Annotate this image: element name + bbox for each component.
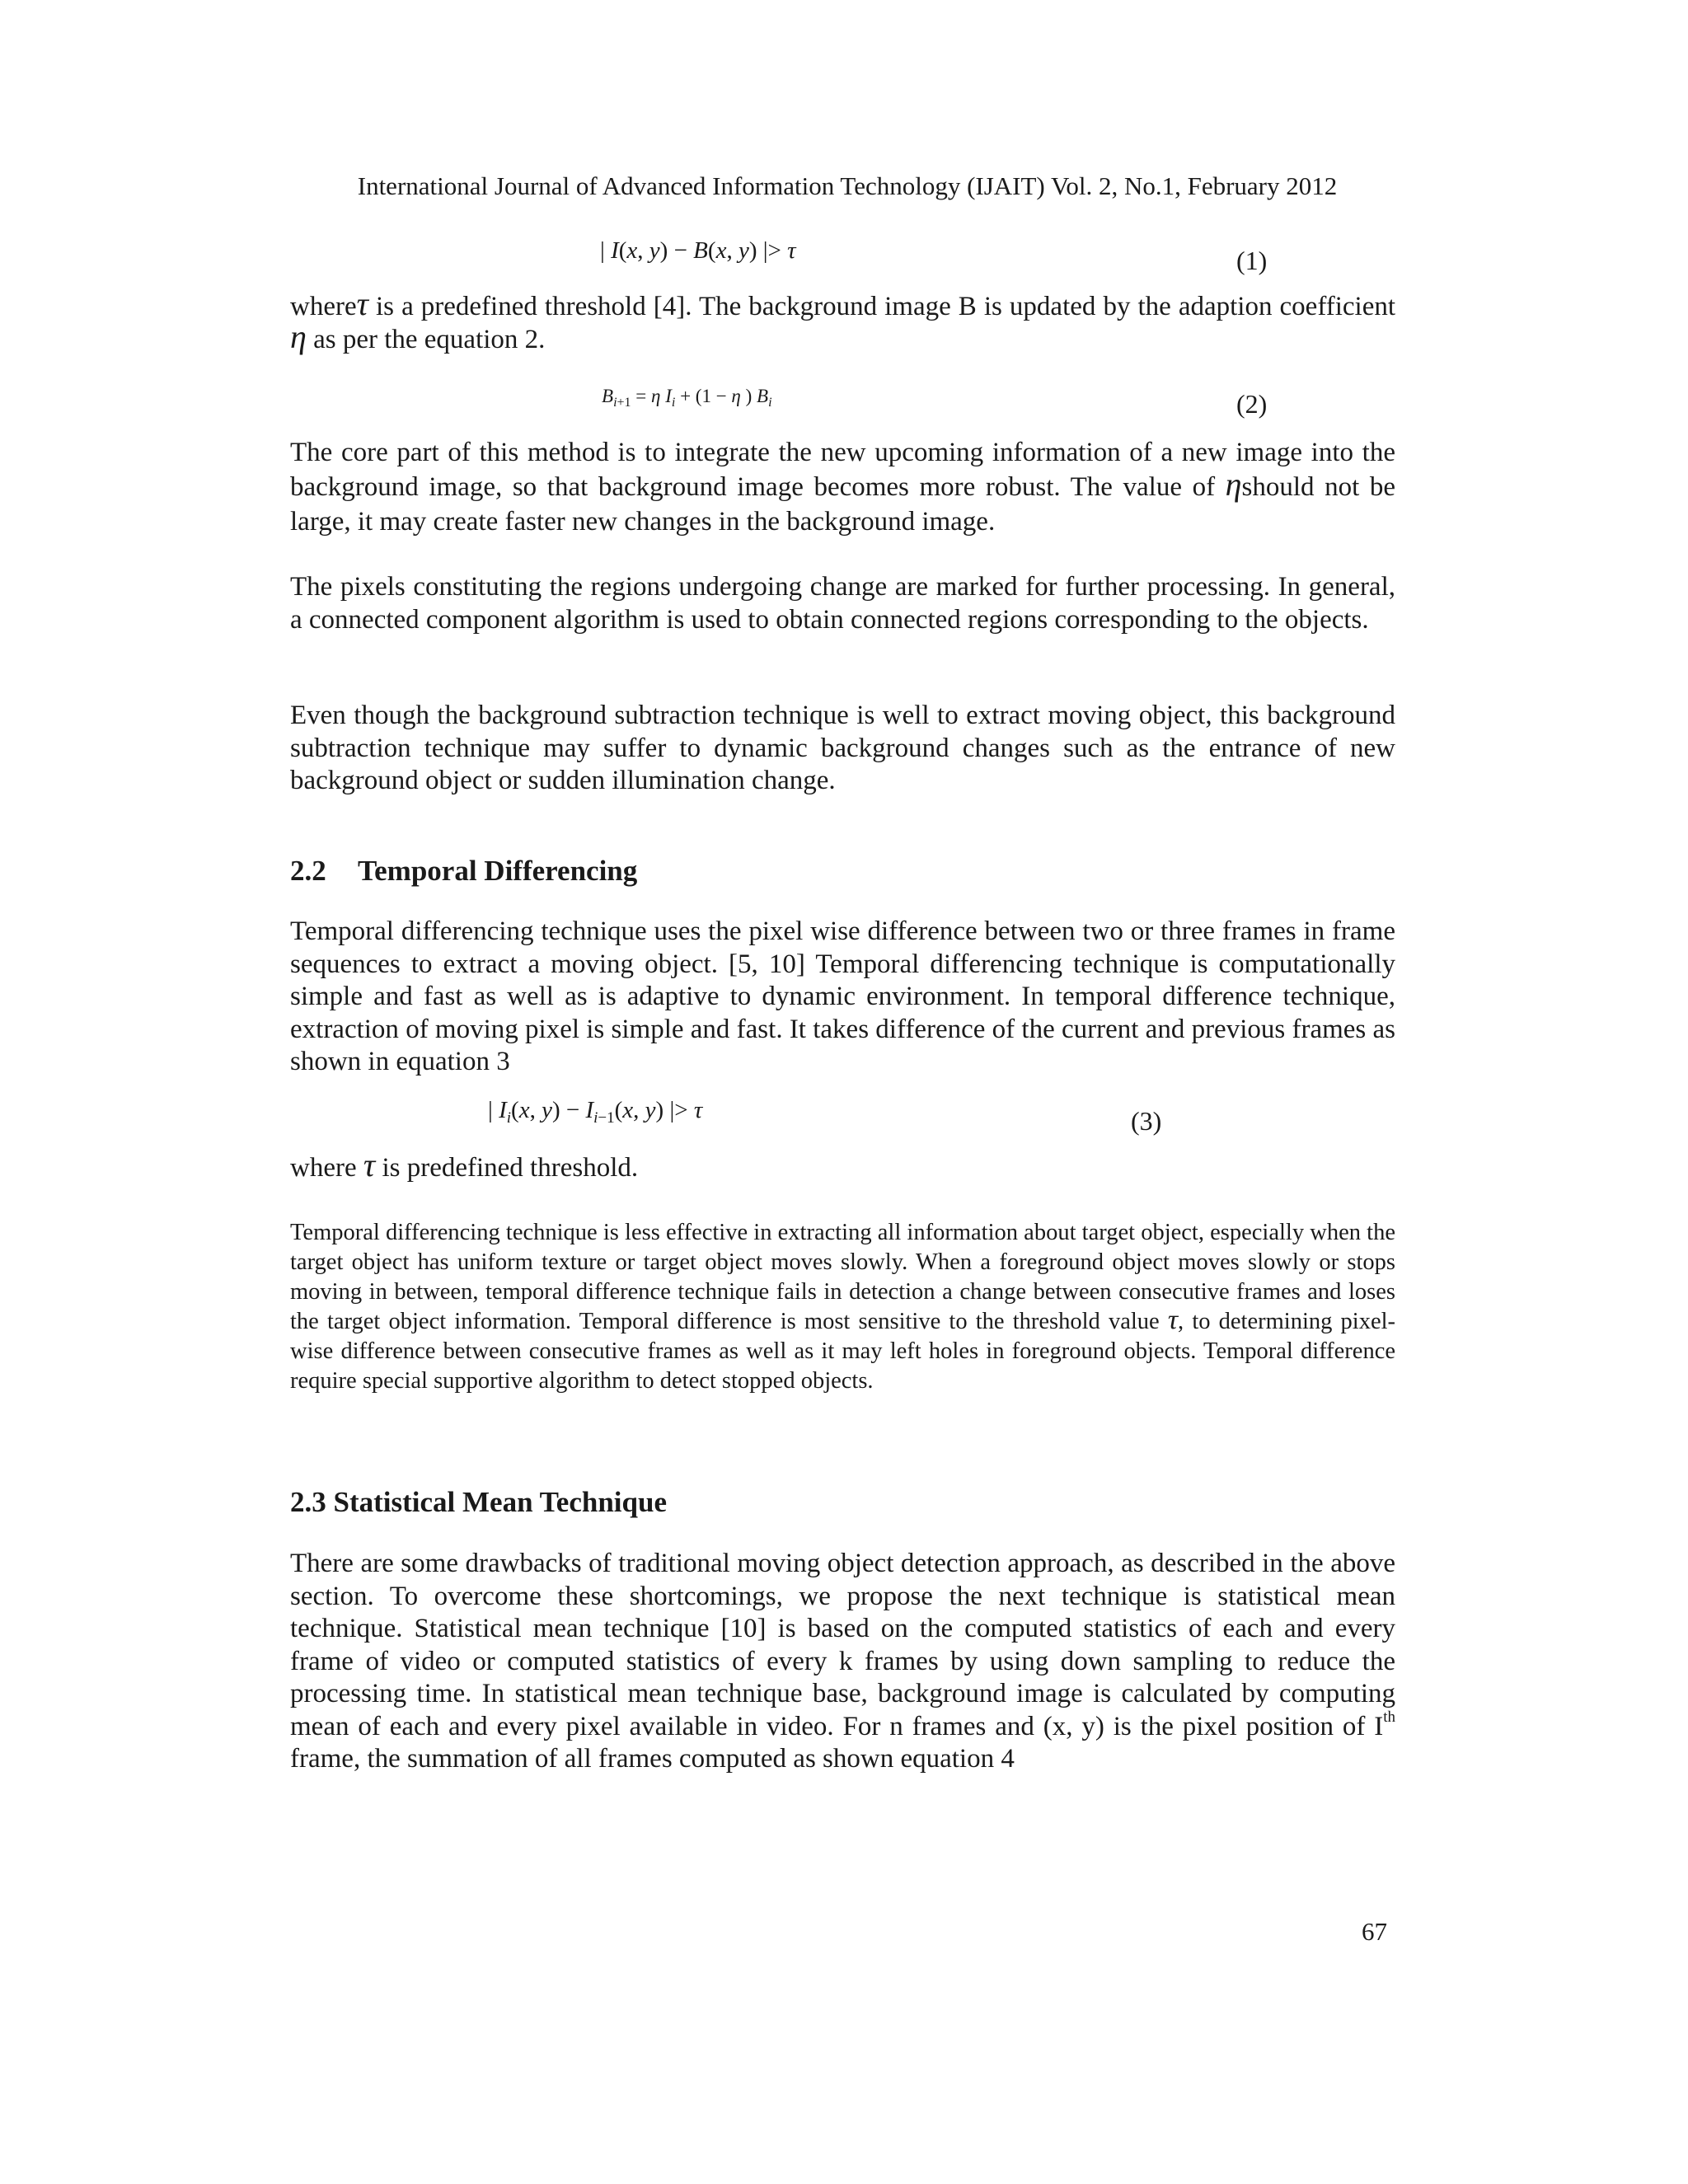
- equation-3: | $I_i(x$, $y) - I_{i-1}(x$, y) |> τ: [488, 1097, 703, 1127]
- paragraph-temporal-limitations: Temporal differencing technique is less effective in extracting all information about target object, especially when the target object has uniform texture or target object moves slowly. When a foreground object moves slowly or stops moving in between, temporal difference technique fails in detection a change between consecutive frames and loses the target object information. Temporal difference is most sensitive to the threshold value τ, to determining pixel-wise difference between consecutive frames as well as it may left holes in foreground objects. Temporal difference require special supportive algorithm to detect stopped objects.: [290, 1220, 1396, 1394]
- tau-symbol: τ: [356, 285, 368, 322]
- eta-symbol: η: [290, 317, 307, 355]
- equation-2: $B_{i+1} = \eta$ $I_i + (1 - \eta$ ) $B_i$: [602, 386, 772, 410]
- paragraph-pixels: The pixels constituting the regions undergoing change are marked for further processing. In general, a connected component algorithm is used to obtain connected regions corresponding to the objects.: [290, 572, 1395, 635]
- paragraph-where-tau: whereτ is a predefined threshold [4]. The background image B is updated by the adaption coefficient η as per the equation 2.: [290, 285, 1396, 355]
- section-heading-2-2: 2.2 Temporal Differencing: [290, 855, 638, 887]
- equation-3-number: (3): [1131, 1106, 1162, 1136]
- page-number: 67: [1362, 1917, 1387, 1946]
- section-heading-2-3: 2.3 Statistical Mean Technique: [290, 1486, 667, 1518]
- running-header: International Journal of Advanced Information Technology (IJAIT) Vol. 2, No.1, February 2012: [357, 171, 1338, 200]
- paragraph-statistical-mean: There are some drawbacks of traditional moving object detection approach, as described in the above section. To overcome these shortcomings, we propose the next technique is statistical mean technique. Statistical mean technique [10] is based on the computed statistics of each and every frame of video or computed statistics of every k frames by using down sampling to reduce the processing time. In statistical mean technique base, background image is calculated by computing mean of each and every pixel available in video. For n frames and (x, y) is the pixel position of Ith frame, the summation of all frames computed as shown equation 4: [290, 1549, 1395, 1774]
- equation-1-number: (1): [1236, 246, 1268, 275]
- equation-2-number: (2): [1236, 389, 1268, 419]
- paragraph-core-part: The core part of this method is to integrate the new upcoming information of a new image into the background image, so that background image becomes more robust. The value of ηshould not be large, it may create faster new changes in the background image.: [290, 438, 1396, 537]
- tau-symbol-3: τ: [1167, 1305, 1179, 1335]
- tau-symbol-2: τ: [363, 1146, 376, 1183]
- paragraph-where-threshold: where τ is predefined threshold.: [290, 1146, 639, 1183]
- equation-1: | I(x, y) − B(x, y) |> τ: [600, 237, 796, 264]
- paragraph-temporal-intro: Temporal differencing technique uses the pixel wise difference between two or three frames in frame sequences to extract a moving object. [5, 10] Temporal differencing technique is computationally simple and fast as well as is adaptive to dynamic environment. In temporal difference technique, extraction of moving pixel is simple and fast. It takes difference of the current and previous frames as shown in equation 3: [290, 916, 1395, 1076]
- paragraph-even-though: Even though the background subtraction technique is well to extract moving object, this background subtraction technique may suffer to dynamic background changes such as the entrance of new background object or sudden illumination change.: [290, 701, 1395, 795]
- superscript-th: th: [1383, 1708, 1395, 1726]
- eta-symbol-2: η: [1225, 466, 1242, 503]
